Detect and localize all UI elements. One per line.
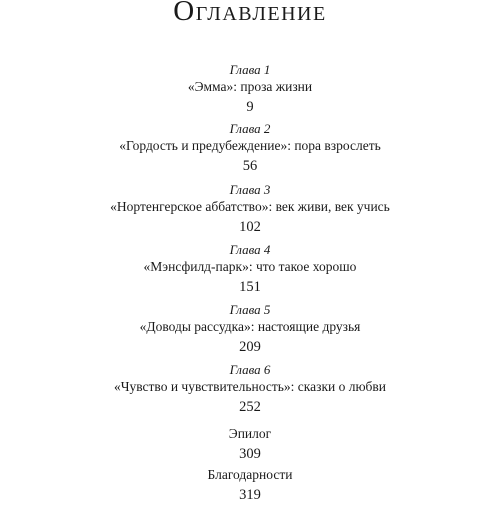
page-number: 209 <box>239 339 261 355</box>
chapter-label: Глава 3 <box>229 182 271 197</box>
toc-entry-epilogue <box>0 425 500 465</box>
toc-entry-acknowledgements <box>0 466 500 506</box>
section-title: Благодарности <box>207 467 293 482</box>
chapter-label: Глава 1 <box>229 62 271 77</box>
chapter-title: «Доводы рассудка»: настоящие друзья <box>139 319 361 334</box>
page-number: 102 <box>239 219 261 235</box>
toc-entry-chapter-5 <box>0 302 500 358</box>
page-number: 309 <box>239 446 261 462</box>
chapter-label: Глава 4 <box>229 242 271 257</box>
chapter-label: Глава 5 <box>229 302 271 317</box>
toc-entry-chapter-3 <box>0 182 500 238</box>
toc-entry-chapter-6 <box>0 362 500 418</box>
chapter-title: «Чувство и чувствительность»: сказки о любви <box>113 379 387 394</box>
toc-entry-chapter-4 <box>0 242 500 298</box>
chapter-label: Глава 2 <box>229 121 271 136</box>
toc-entry-chapter-2 <box>0 121 500 177</box>
toc-heading: Оглавление <box>173 0 327 27</box>
chapter-title: «Эмма»: проза жизни <box>187 79 313 94</box>
page-number: 319 <box>239 487 261 503</box>
chapter-title: «Мэнсфилд-парк»: что такое хорошо <box>143 259 357 274</box>
toc-entry-chapter-1 <box>0 62 500 118</box>
page-number: 9 <box>246 99 254 115</box>
section-title: Эпилог <box>228 426 272 441</box>
page-number: 56 <box>242 158 258 174</box>
page-number: 151 <box>239 279 261 295</box>
page-number: 252 <box>239 399 261 415</box>
chapter-label: Глава 6 <box>229 362 271 377</box>
chapter-title: «Гордость и предубеждение»: пора взрослеть <box>119 138 381 153</box>
chapter-title: «Нортенгерское аббатство»: век живи, век учись <box>110 199 390 214</box>
